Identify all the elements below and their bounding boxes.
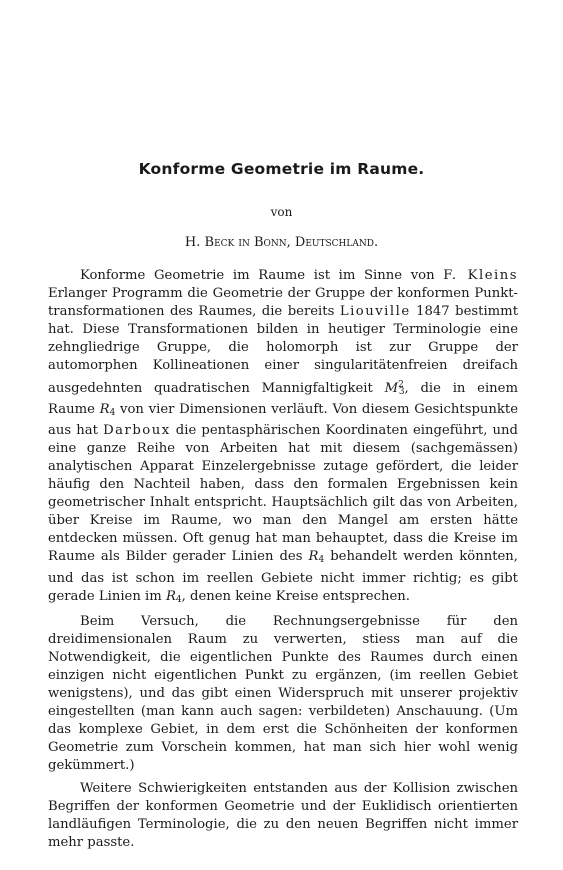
article-body xyxy=(48,267,518,856)
spaced-name: Darboux xyxy=(103,422,171,438)
math-symbol: $M^2_3$ xyxy=(384,379,405,397)
byline-von: von xyxy=(270,205,293,219)
math-symbol: $R_4$ xyxy=(99,401,116,418)
math-symbol: $R_4$ xyxy=(165,588,182,605)
math-symbol: $R_4$ xyxy=(308,549,325,566)
spaced-name: F. Kleins xyxy=(443,268,518,283)
paragraph-2: Beim Versuch, die Rechnungsergebnisse für den dreidimensionalen Raum zu verwerten, stiess man auf die Notwendigkeit, die eigentlichen Punkte des Raumes durch einen einzigen nicht eigentlichen Punkt zu ergänzen, (im reellen Gebiet wenigstens), und das gibt einen Widerspruch mit unserer projektiv eingestellten (man kann auch sagen: verbildeten) Anschauung. (Um das komplexe Gebiet, in dem erst die Schönheiten der konformen Geometrie zum Vorschein kommen, hat man sich hier wohl wenig gekümmert.) xyxy=(48,613,518,774)
article-title: Konforme Geometrie im Raume. xyxy=(138,160,425,178)
paragraph-1: Konforme Geometrie im Raume ist im Sinne von F. Kleins Erlanger Programm die Geometrie der Gruppe der konformen Punkttransformationen des Raumes, die bereits Liouville 1847 bestimmt hat. Diese Transformationen bilden in heutiger Terminologie eine zehngliedrige Gruppe, die holomorph ist zur Gruppe der automorphen Kollineationen einer singularitätenfreien dreifach ausgedehnten quadratischen Mannigfaltigkeit $M^2_3$, die in einem Raume $R_4$ von vier Dimensionen verläuft. Von diesem Gesichtspunkte aus hat Darboux die pentasphärischen Koordinaten eingeführt, und eine ganze Reihe von Arbeiten hat mit diesem (sachgemässen) analytischen Apparat Einzelergebnisse zutage gefördert, die leider häufig den Nachteil haben, dass den formalen Ergebnissen kein geometrischer Inhalt entspricht. Hauptsächlich gilt das von Arbeiten, über Kreise im Raume, wo man den Mangel am ersten hätte entdecken müssen. Oft genug hat man behauptet, dass die Kreise im Raume als Bilder gerader Linien des $R_4$ behandelt werden könnten, und das ist schon im reellen Gebiete nicht immer richtig; es gibt gerade Linien im $R_4$, denen keine Kreise entsprechen. xyxy=(48,268,518,605)
spaced-name: Liouville xyxy=(339,304,411,320)
article-author: H. Beck in Bonn, Deutschland. xyxy=(184,235,379,250)
paragraph-3: Weitere Schwierigkeiten entstanden aus der Kollision zwischen Begriffen der konformen Geometrie und der Euklidisch orientierten landläufigen Terminologie, die zu den neuen Begriffen nicht immer mehr passte. xyxy=(48,780,518,850)
